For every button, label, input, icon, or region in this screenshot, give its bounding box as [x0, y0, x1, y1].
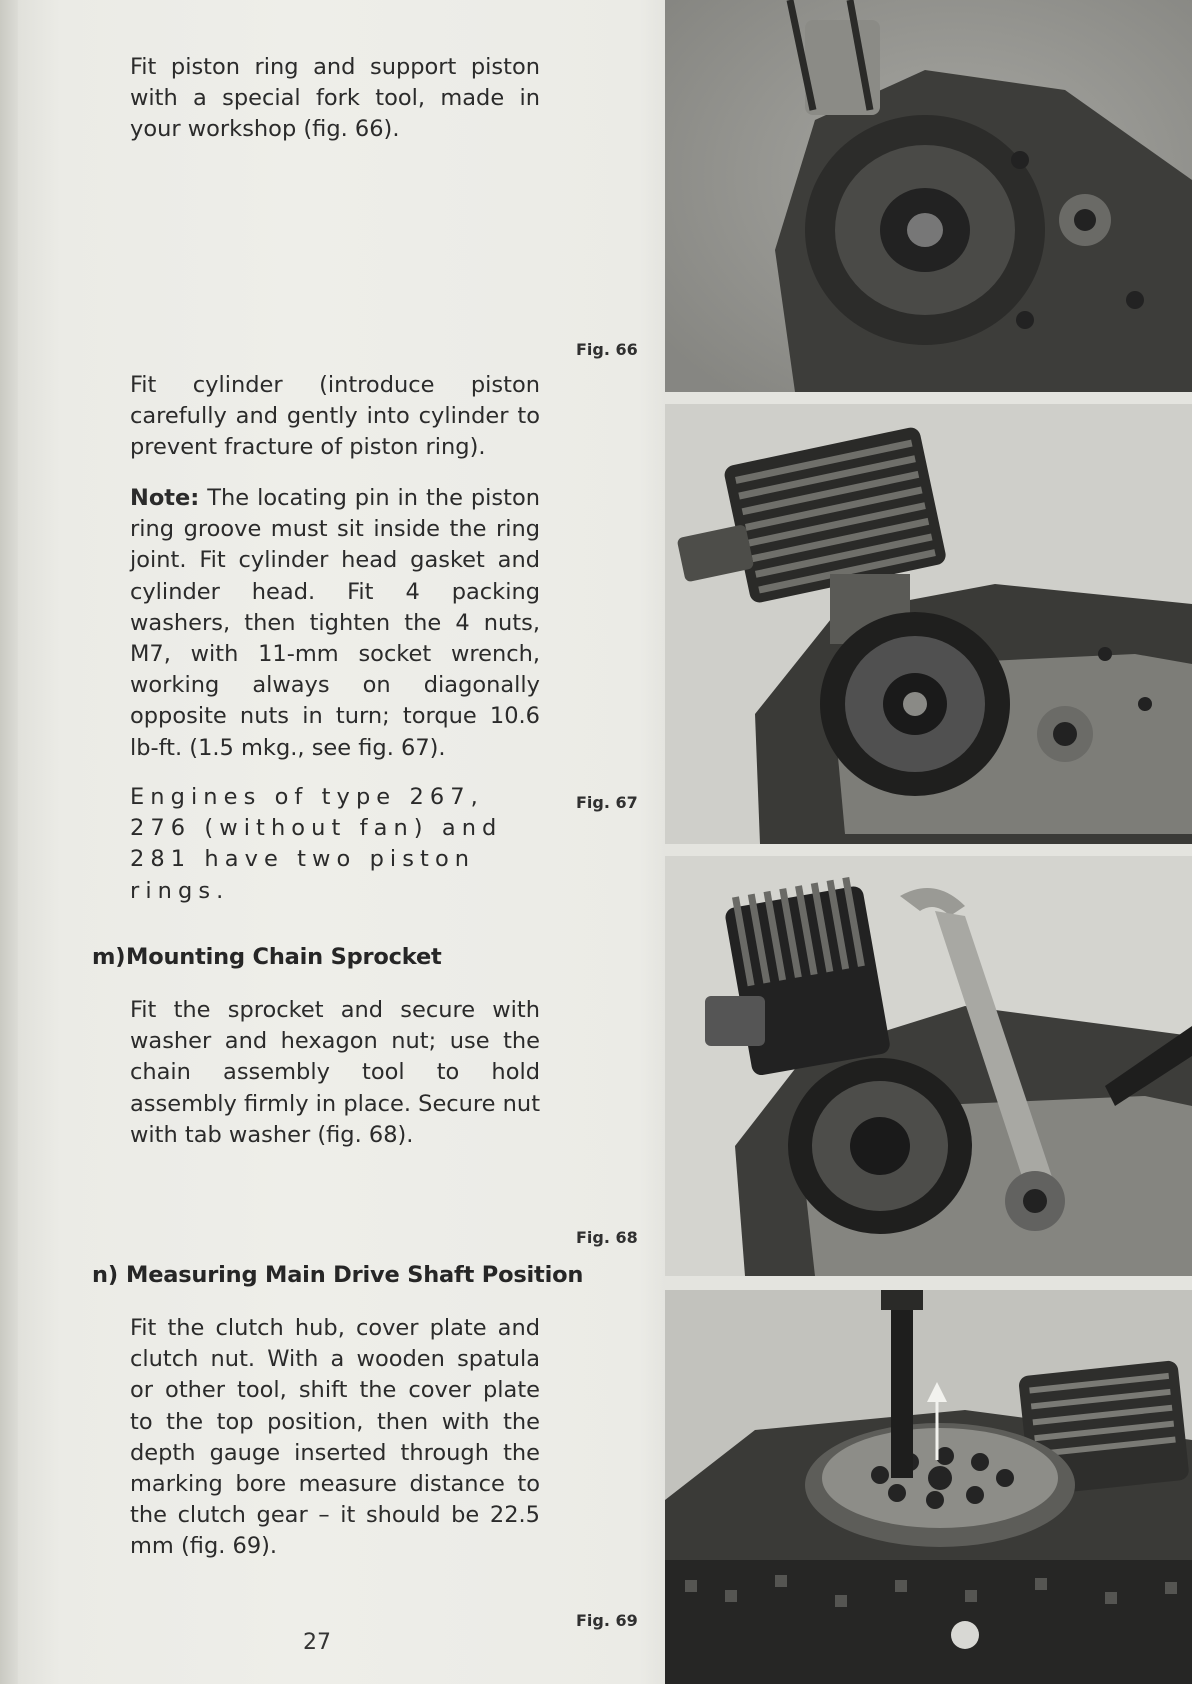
heading-mounting-chain-sprocket — [92, 944, 442, 970]
sprocket-paragraph: Fit the sprocket and secure with washer and hexagon nut; use the chain assembly tool to hold assembly firmly in place. Secure nut with tab washer (fig. 68). — [130, 997, 541, 1148]
page-number: 27 — [303, 1630, 331, 1655]
heading-title: Measuring Main Drive Shaft Position — [126, 1262, 584, 1288]
engine-cylinder-illustration — [665, 404, 1192, 844]
heading-title: Mounting Chain Sprocket — [126, 944, 442, 970]
figure-69-photo — [665, 1290, 1192, 1684]
note-paragraph — [130, 483, 540, 764]
figure-67-photo — [665, 404, 1192, 844]
engines-types-paragraph: Engines of type 267, 276 (without fan) and 281 have two piston rings. — [130, 784, 503, 904]
figure-68-photo — [665, 856, 1192, 1276]
engine-clutch-illustration — [665, 1290, 1192, 1684]
piston-ring-paragraph: Fit piston ring and support piston with a special fork tool, made in your workshop (fig. 66). — [130, 54, 540, 143]
figure-66-photo — [665, 0, 1192, 392]
fig-67-label: Fig. 67 — [576, 793, 638, 812]
fit-cylinder-paragraph: Fit cylinder (introduce piston carefully and gently into cylinder to prevent fracture of piston ring). — [130, 372, 540, 461]
fig-66-label: Fig. 66 — [576, 340, 638, 359]
fig-68-label: Fig. 68 — [576, 1228, 638, 1247]
heading-marker: n) — [92, 1262, 118, 1288]
note-body: The locating pin in the piston ring groove must sit inside the ring joint. Fit cylinder head gasket and cylinder head. Fit 4 packing washers, then tighten the 4 nuts, M7, with 11-mm socket wrench, working always on diagonally opposite nuts in turn; torque 10.6 lb-ft. (1.5 mkg., see fig. 67). — [130, 485, 540, 761]
engine-sprocket-illustration — [665, 856, 1192, 1276]
fig-69-label: Fig. 69 — [576, 1611, 638, 1630]
engine-piston-illustration — [665, 0, 1192, 392]
heading-measuring-main-drive-shaft — [92, 1262, 583, 1288]
drive-shaft-paragraph: Fit the clutch hub, cover plate and clutch nut. With a wooden spatula or other tool, shift the cover plate to the top position, then with the depth gauge inserted through the marking bore measure distance to the clutch gear – it should be 22.5 mm (fig. 69). — [130, 1315, 540, 1560]
heading-marker: m) — [92, 944, 126, 970]
binding-edge — [0, 0, 18, 1684]
note-label: Note: — [130, 485, 200, 511]
